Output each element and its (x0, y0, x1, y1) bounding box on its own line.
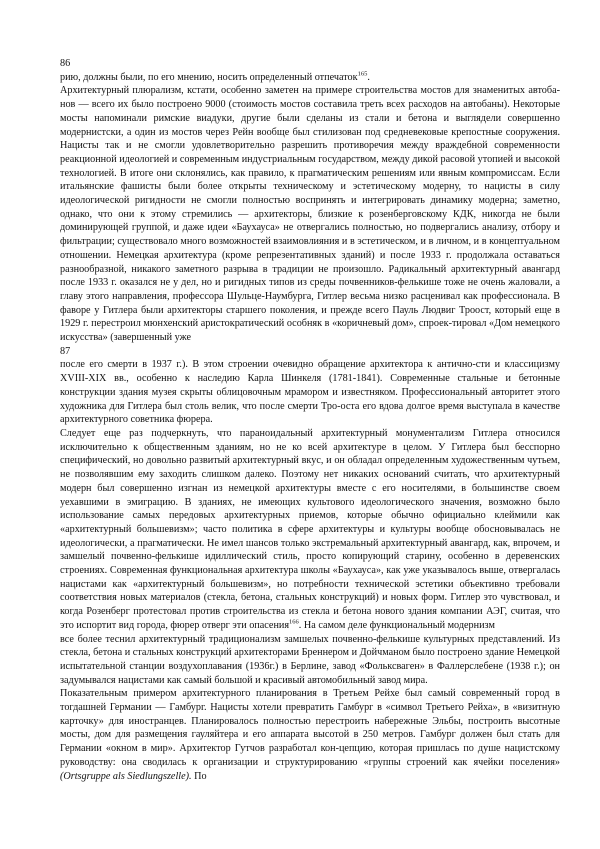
paragraph-4-text: Следует еще раз подчеркнуть, что параноидальный архитектурный монументализм Гитлера относился исключительно к общественным зданиям, но не ко всей архитектуре в целом. У Гитлера был бесспорно специфический, но довольно развитый архитектурный вкус, и он обладал определенным художественным чутьем, не позволявшим ему заходить слишком далеко. Поэтому нет никаких оснований считать, что архитектурный модерн был совершенно изгнан из немецкой архитектуры вместе с его носителями, в большинстве своем уехавшими в эмиграцию. В зданиях, не имеющих культового идеологического значения, возможно было использование самых передовых архитектурных приемов, которые обычно официально клеймили как «архитектурный большевизм»; часто политика в сфере архитектуры и культуры вообще обосновывалась не идеологически, а прагматически. Не имел шансов только экстремальный архитектурный авангард, как, впрочем, и замшелый почвенно-фелькише идиллический стиль, просто копирующий старину, особенно в деревенских строениях. Современная функциональная архитектура школы «Баухауса», как уже указывалось выше, отвергалась нацистами как «архитектурный большевизм», но потребности технической эстетики объективно требовали соответствия новых материалов (стекла, бетона, стальных конструкций) и новых форм. Гитлер это чувствовал, и когда Розенберг протестовал против строительства из стекла и бетона нового здания компании АЭГ, считая, что это испортит вид города, фюрер отверг эти опасения (60, 427, 560, 631)
paragraph-4-tail: . На самом деле функциональный модернизм (298, 619, 495, 631)
footnote-ref-165: 165 (357, 70, 368, 78)
paragraph-3: после его смерти в 1937 г.). В этом строении очевидно обращение архитектора к антично-сти и классицизму XVIII-XIX вв., особенно к наследию Карла Шинкеля (1781-1841). Современные стальные и бетонные конструкции здания музея скрыты облицовочным мрамором и известняком. Профессиональный авторитет этого художника для Гитлера был столь велик, что после смерти Тро-оста его вдова долгое время выступала в качестве архитектурного советника фюрера. (60, 359, 560, 426)
paragraph-6-text: Показательным примером архитектурного планирования в Третьем Рейхе был самый современный город в тогдашней Германии — Гамбург. Нацисты хотели превратить Гамбург в «символ Третьего Рейха», в «визитную карточку» для иностранцев. Планировалось полностью перестроить набережные Эльбы, построить высотные мосты, дом для размещения гауляйтера и его аппарата высотой в 250 метров. Гамбург должен был стать для Германии «окном в мир». Архитектор Гутчов разработал кон-цепцию, которая пришлась по душе нацистскому руководству: она сводилась к организации и структурированию «группы строений как ячейки поселения» (60, 688, 560, 768)
page-number-top: 86 (60, 58, 71, 69)
paragraph-2: Архитектурный плюрализм, кстати, особенно заметен на примере строительства мостов для знаменитых автоба-нов — всего их было построено 9000 (стоимость мостов составила треть всех расходов на автобаны). Некоторые мосты напоминали римские виадуки, другие были сделаны из стали и бетона и выглядели совершенно модернистски, а один из мостов через Рейн вообще был стилизован под средневековые крепостные сооружения. Нацисты так и не смогли удовлетворительно разрешить противоречия между враждебной современности реакционной идеологией и современным индустриальным государством, между дикой расовой утопией и высокой технологией. В итоге они склонялись, как правило, к прагматическим решениям или явным компромиссам. Если итальянские фашисты были более открыты техническому и эстетическому модерну, то нацисты в силу идеологической ригидности не смогли полностью воспринять и интегрировать динамику модерна; заметно, однако, что они к этому стремились — архитекторы, близкие к розенберговскому КДК, никогда не были доминирующей группой, и даже идеи «Баухауса» не отвергались полностью, но подвергались анализу, отбору и фильтрации; существовало много возможностей взаимовлияния и в эстетическом, и в личном, и в концептуальном отношении. Немецкая архитектура (кроме репрезентативных зданий) и после 1933 г. продолжала оставаться разнообразной, никакого заметного разрыва в традиции не произошло. Радикальный архитектурный авангард после 1933 г. оказался не у дел, но и ригидных типов из среды почвенников-фелькише тоже не очень жаловали, а главу этого направления, профессора Шульце-Наумбурга, Гитлер весьма низко расценивал как профессионала. В фаворе у Гитлера были архитекторы старшего поколения, и прежде всего Пауль Людвиг Троост, который еще в 1929 г. перестроил мюнхенский аристократический особняк в «коричневый дом», спроек-тировал «Дом немецкого искусства» (завершенный уже (60, 85, 560, 344)
document-page (60, 57, 560, 783)
paragraph-4 (60, 427, 560, 633)
paragraph-6-italic: (Ortsgruppe als Siedlungszelle). (60, 770, 192, 782)
footnote-ref-166: 166 (289, 618, 299, 626)
page-number-mid: 87 (60, 345, 71, 357)
paragraph-1 (60, 71, 560, 85)
paragraph-6 (60, 687, 560, 783)
paragraph-6-tail: По (191, 770, 207, 782)
paragraph-1-text: рию, должны были, по его мнению, носить определенный отпечаток (60, 71, 358, 83)
paragraph-1-tail: . (367, 71, 370, 83)
paragraph-5: все более теснил архитектурный традиционализм замшелых почвенно-фелькише культурных представлений. Из стекла, бетона и стальных конструкций архитекторами Бреннером и Дойчманом было построено здание Немецкой испытательной станции воздухоплавания (1936г.) в Берлине, завод «Фольксваген» в Фаллерслебене (1938 г.); он задумывался нацистами как самый большой и красивый автомобильный завод мира. (60, 633, 560, 686)
